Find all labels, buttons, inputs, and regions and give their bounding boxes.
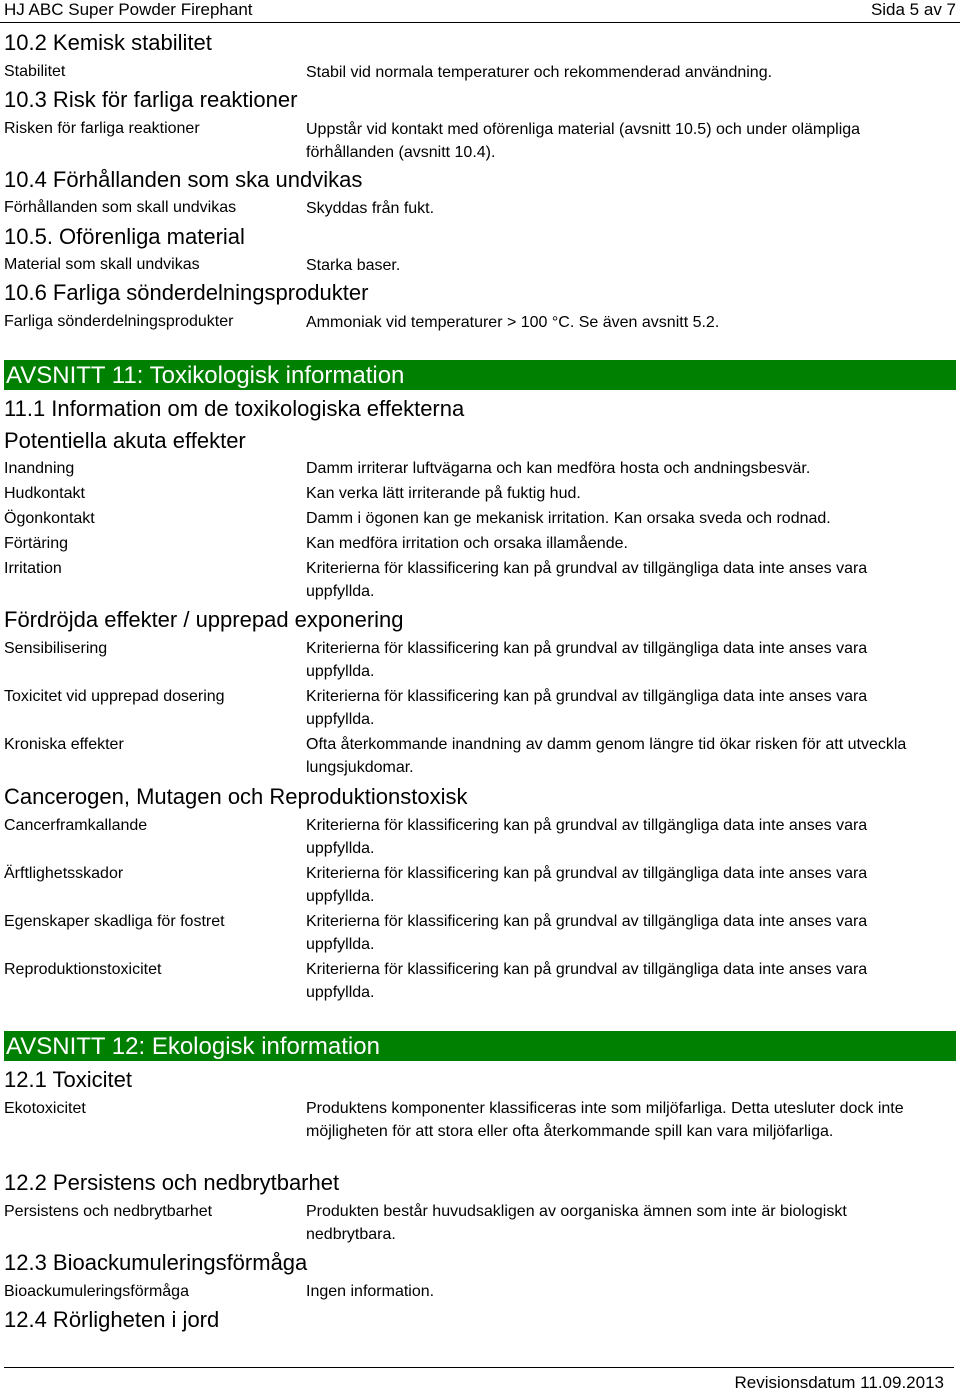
- label-ekotoxicitet: Ekotoxicitet: [4, 1100, 86, 1117]
- value-toxicitet-upprepad: Kriterierna för klassificering kan på grundval av tillgängliga data inte anses vara uppfyllda.: [306, 688, 868, 728]
- label-fostret: Egenskaper skadliga för fostret: [4, 913, 225, 930]
- value-persistens: Produkten består huvudsakligen av oorganiska ämnen som inte är biologiskt nedbrytbara.: [306, 1203, 847, 1243]
- label-kroniska: Kroniska effekter: [4, 736, 124, 753]
- label-arftlighet: Ärftlighetsskador: [4, 865, 124, 882]
- value-irritation: Kriterierna för klassificering kan på grundval av tillgängliga data inte anses vara uppfyllda.: [306, 560, 868, 600]
- label-cancer: Cancerframkallande: [4, 817, 148, 834]
- heading-10-5: 10.5. Oförenliga material: [4, 224, 245, 249]
- label-persistens: Persistens och nedbrytbarhet: [4, 1203, 213, 1220]
- label-bioackumulering: Bioackumuleringsförmåga: [4, 1283, 189, 1300]
- heading-10-3: 10.3 Risk för farliga reaktioner: [4, 87, 298, 112]
- label-reproduktion: Reproduktionstoxicitet: [4, 961, 162, 978]
- value-ogonkontakt: Damm i ögonen kan ge mekanisk irritation. Kan orsaka sveda och rodnad.: [306, 510, 831, 527]
- value-cancer: Kriterierna för klassificering kan på grundval av tillgängliga data inte anses vara uppfyllda.: [306, 817, 868, 857]
- label-toxicitet-upprepad: Toxicitet vid upprepad dosering: [4, 688, 225, 705]
- heading-10-6: 10.6 Farliga sönderdelningsprodukter: [4, 280, 369, 305]
- value-ekotoxicitet: Produktens komponenter klassificeras inte som miljöfarliga. Detta utesluter dock inte möjligheten för att stora eller ofta återkommande spill kan vara miljöfarliga.: [306, 1100, 904, 1140]
- label-inandning: Inandning: [4, 460, 75, 477]
- label-forhallanden: Förhållanden som skall undvikas: [4, 199, 237, 216]
- label-sonderdelning: Farliga sönderdelningsprodukter: [4, 313, 234, 330]
- value-fortaring: Kan medföra irritation och orsaka illamående.: [306, 535, 628, 552]
- value-arftlighet: Kriterierna för klassificering kan på grundval av tillgängliga data inte anses vara uppfyllda.: [306, 865, 868, 905]
- label-irritation: Irritation: [4, 560, 62, 577]
- heading-fordrojda: Fördröjda effekter / upprepad exponering: [4, 607, 404, 632]
- heading-11-1: 11.1 Information om de toxikologiska effekterna: [4, 396, 465, 421]
- heading-12-2: 12.2 Persistens och nedbrytbarhet: [4, 1170, 340, 1195]
- value-material: Starka baser.: [306, 257, 401, 274]
- value-hudkontakt: Kan verka lätt irriterande på fuktig hud.: [306, 485, 581, 502]
- section-bar-11: AVSNITT 11: Toxikologisk information: [4, 360, 956, 390]
- value-fostret: Kriterierna för klassificering kan på grundval av tillgängliga data inte anses vara uppfyllda.: [306, 913, 868, 953]
- document-title: HJ ABC Super Powder Firephant: [4, 0, 253, 19]
- heading-10-2: 10.2 Kemisk stabilitet: [4, 30, 212, 55]
- value-sonderdelning: Ammoniak vid temperaturer > 100 °C. Se även avsnitt 5.2.: [306, 314, 720, 331]
- page-number: Sida 5 av 7: [870, 0, 956, 19]
- label-risken: Risken för farliga reaktioner: [4, 120, 200, 137]
- heading-10-4: 10.4 Förhållanden som ska undvikas: [4, 167, 363, 192]
- value-reproduktion: Kriterierna för klassificering kan på grundval av tillgängliga data inte anses vara uppfyllda.: [306, 961, 868, 1001]
- page-header: [0, 0, 960, 23]
- value-kroniska: Ofta återkommande inandning av damm genom längre tid ökar risken för att utveckla lungsjukdomar.: [306, 736, 907, 776]
- value-bioackumulering: Ingen information.: [306, 1283, 435, 1300]
- label-material: Material som skall undvikas: [4, 256, 200, 273]
- value-risken: Uppstår vid kontakt med oförenliga material (avsnitt 10.5) och under olämpliga förhållanden (avsnitt 10.4).: [306, 121, 861, 161]
- heading-12-3: 12.3 Bioackumuleringsförmåga: [4, 1250, 308, 1275]
- revision-date: Revisionsdatum 11.09.2013: [734, 1373, 944, 1392]
- value-stabilitet: Stabil vid normala temperaturer och rekommenderad användning.: [306, 64, 773, 81]
- value-forhallanden: Skyddas från fukt.: [306, 200, 435, 217]
- footer-divider: [4, 1367, 954, 1368]
- heading-12-1: 12.1 Toxicitet: [4, 1067, 133, 1092]
- heading-akuta: Potentiella akuta effekter: [4, 428, 246, 453]
- value-inandning: Damm irriterar luftvägarna och kan medföra hosta och andningsbesvär.: [306, 460, 811, 477]
- heading-12-4: 12.4 Rörligheten i jord: [4, 1307, 220, 1332]
- label-fortaring: Förtäring: [4, 535, 69, 552]
- label-stabilitet: Stabilitet: [4, 63, 66, 80]
- section-bar-12: AVSNITT 12: Ekologisk information: [4, 1031, 956, 1061]
- value-sensibilisering: Kriterierna för klassificering kan på grundval av tillgängliga data inte anses vara uppfyllda.: [306, 640, 868, 680]
- label-sensibilisering: Sensibilisering: [4, 640, 108, 657]
- label-hudkontakt: Hudkontakt: [4, 485, 85, 502]
- heading-cmr: Cancerogen, Mutagen och Reproduktionstoxisk: [4, 784, 468, 809]
- label-ogonkontakt: Ögonkontakt: [4, 510, 95, 527]
